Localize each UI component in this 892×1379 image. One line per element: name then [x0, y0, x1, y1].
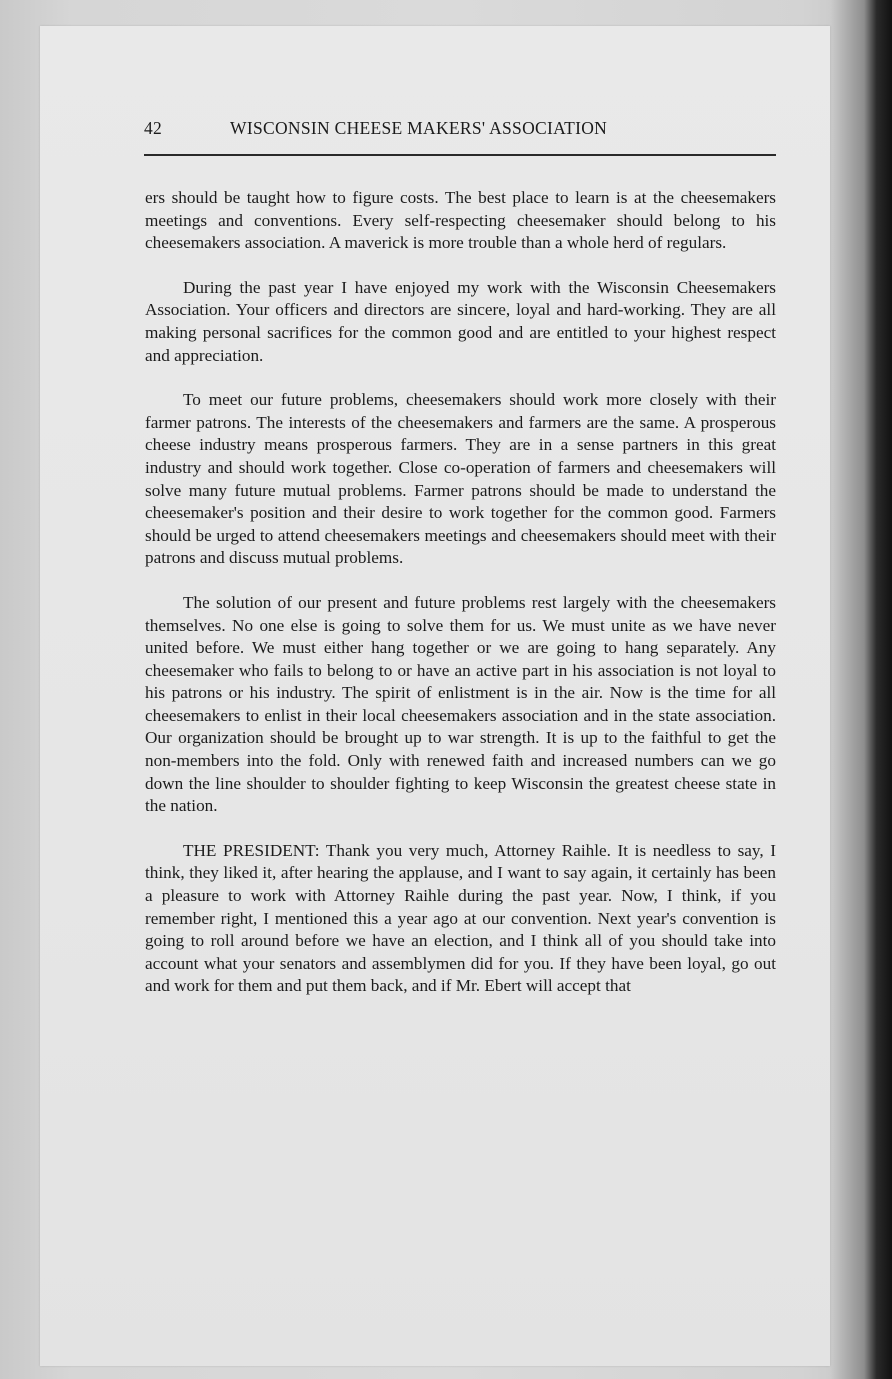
page-number: 42	[144, 118, 163, 138]
header-rule	[144, 154, 776, 156]
paragraph-1: ers should be taught how to figure costs. The best place to learn is at the cheesemakers meetings and conventions. Every self-respecting cheesemaker should belong to his cheesemakers association. A maverick is more trouble than a whole herd of regulars.	[145, 188, 776, 253]
running-head: WISCONSIN CHEESE MAKERS' ASSOCIATION	[230, 118, 608, 138]
paragraph-2: During the past year I have enjoyed my work with the Wisconsin Cheesemakers Association. Your officers and directors are sincere, loyal and hard-working. They are all making personal sacrifices for the common good and are entitled to your highest respect and appreciation.	[145, 277, 776, 365]
paragraph-4: The solution of our present and future problems rest largely with the cheesemakers themselves. No one else is going to solve them for us. We must unite as we have never united before. We must either hang together or we are going to hang separately. Any cheesemaker who fails to belong to or have an active part in his association is not loyal to his patrons or his industry. The spirit of enlistment is in the air. Now is the time for all cheesemakers to enlist in their local cheesemakers association and in the state association. Our organization should be brought up to war strength. It is up to the faithful to get the non-members into the fold. Only with renewed faith and increased numbers can we go down the line shoulder to shoulder fighting to keep Wisconsin the greatest cheese state in the nation.	[145, 592, 776, 816]
page-binding-shadow	[830, 0, 892, 1379]
paragraph-5: THE PRESIDENT: Thank you very much, Attorney Raihle. It is needless to say, I think, they liked it, after hearing the applause, and I want to say again, it certainly has been a pleasure to work with Attorney Raihle during the past year. Now, I think, if you remember right, I mentioned this a year ago at our convention. Next year's convention is going to roll around before we have an election, and I think all of you should take into account what your senators and assemblymen did for you. If they have been loyal, go out and work for them and put them back, and if Mr. Ebert will accept that	[145, 840, 776, 996]
body-text	[145, 187, 776, 1020]
paragraph-3: To meet our future problems, cheesemakers should work more closely with their farmer patrons. The interests of the cheesemakers and farmers are the same. A prosperous cheese industry means prosperous farmers. They are in a sense partners in this great industry and should work together. Close co-operation of farmers and cheesemakers will solve many future mutual problems. Farmer patrons should be made to understand the cheesemaker's position and their desire to work together for the common good. Farmers should be urged to attend cheesemakers meetings and cheesemakers should meet with their patrons and discuss mutual problems.	[145, 390, 776, 568]
page-header	[144, 118, 776, 142]
